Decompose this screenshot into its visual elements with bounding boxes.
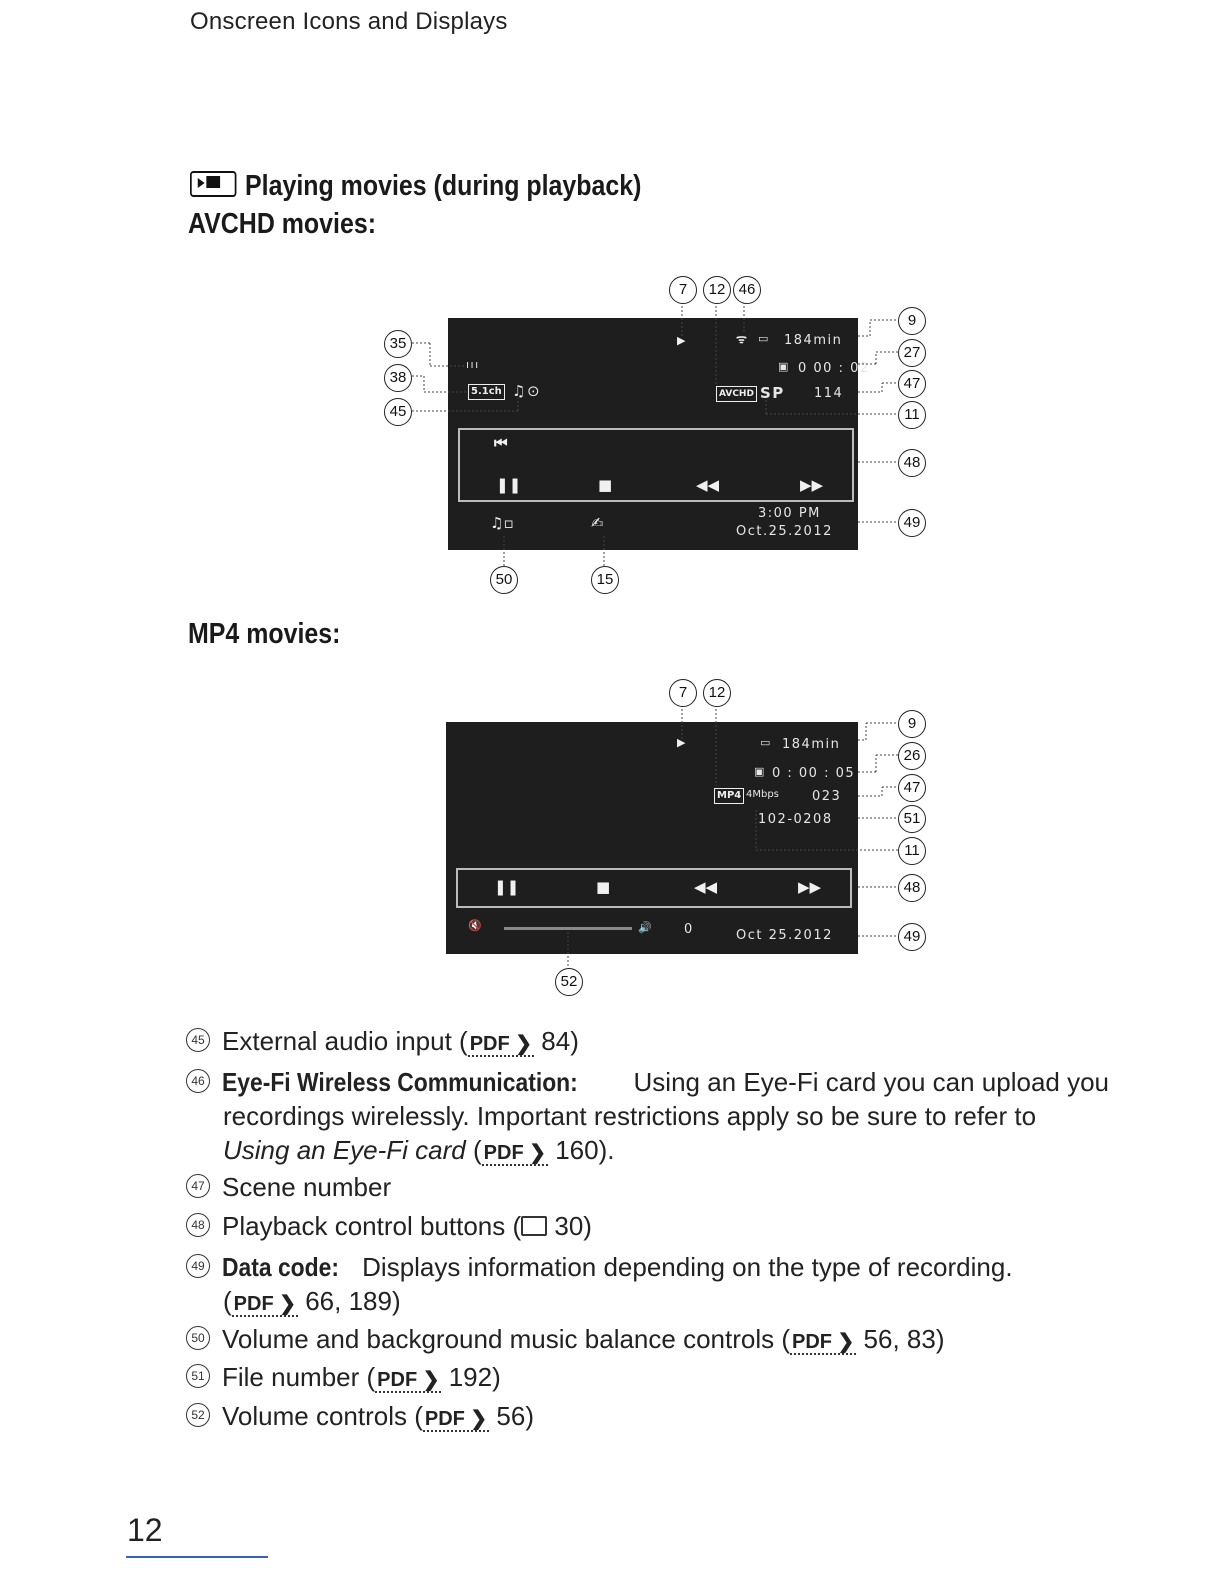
section-title-text: Playing movies (during playback): [245, 170, 642, 202]
legend-item-50: [186, 1322, 945, 1359]
callout-11: 11: [898, 837, 926, 865]
mp4-heading: MP4 movies:: [188, 618, 341, 650]
callout-45: 45: [384, 398, 412, 426]
rewind-button[interactable]: ◀◀: [696, 476, 720, 494]
pdf-ref-label: PDF: [792, 1331, 832, 1353]
callout-51: 51: [898, 805, 926, 833]
recording-date: Oct.25.2012: [736, 524, 833, 539]
callout-27: 27: [898, 339, 926, 367]
callout-15: 15: [591, 566, 619, 594]
eye-fi-icon: ᯤ: [736, 332, 747, 346]
avchd-heading: AVCHD movies:: [188, 208, 377, 240]
mp4-format-badge: MP4: [714, 788, 744, 804]
remaining-time: 184min: [784, 333, 843, 348]
callout-35: 35: [384, 330, 412, 358]
pause-button[interactable]: ❚❚: [496, 476, 522, 494]
remaining-time: 184min: [782, 737, 841, 752]
item-number: 49: [186, 1254, 210, 1278]
item-number: 46: [186, 1069, 210, 1093]
callout-7: 7: [669, 276, 697, 304]
volume-icon: 🔊: [638, 921, 654, 934]
item-text: External audio input (: [222, 1026, 468, 1056]
item-term: Data code:: [222, 1252, 339, 1282]
music-balance-icon[interactable]: ♫▫: [490, 514, 514, 532]
callout-49: 49: [898, 509, 926, 537]
item-number: 48: [186, 1213, 210, 1237]
legend-item-45: [186, 1024, 579, 1061]
external-audio-icon: ♫⊙: [512, 382, 542, 400]
card-icon: ▣: [754, 765, 766, 778]
battery-icon: ▭: [760, 736, 772, 749]
callout-26: 26: [898, 742, 926, 770]
audio-channel-badge: 5.1ch: [468, 384, 505, 400]
pdf-ref-label: PDF: [233, 1293, 274, 1315]
playback-time: 0 : 00 : 05: [772, 766, 856, 781]
item-page-ref: 30): [547, 1211, 592, 1241]
pdf-ref-label: PDF: [483, 1142, 524, 1164]
stop-button[interactable]: ■: [598, 476, 613, 494]
legend-item-47: [186, 1170, 391, 1204]
page-number-underline: [126, 1556, 268, 1558]
skip-back-button[interactable]: ⏮: [494, 434, 508, 452]
callout-47: 47: [898, 370, 926, 398]
legend-item-52: [186, 1399, 534, 1436]
item-number: 52: [186, 1403, 210, 1427]
rewind-button[interactable]: ◀◀: [694, 878, 718, 896]
pdf-reference-icon[interactable]: PDF ❯: [377, 1369, 440, 1391]
volume-off-icon[interactable]: 🔇: [468, 919, 484, 932]
time-of-day: 3:00 PM: [758, 506, 821, 521]
item-italic-ref: Using an Eye-Fi card: [223, 1135, 466, 1165]
scene-number: 023: [812, 789, 842, 804]
file-number: 102-0208: [758, 812, 833, 827]
callout-52: 52: [555, 968, 583, 996]
item-page-ref: 66, 189): [298, 1286, 401, 1316]
play-indicator-icon: ▶: [677, 334, 686, 347]
item-number: 50: [186, 1326, 210, 1350]
item-text: Volume and background music balance controls (: [222, 1324, 790, 1354]
pdf-ref-label: PDF: [377, 1369, 418, 1391]
item-text: Volume controls (: [222, 1401, 423, 1431]
tape-icon: ııı: [466, 358, 480, 371]
item-text-line2: recordings wirelessly. Important restrictions apply so be sure to refer to: [223, 1101, 1037, 1131]
item-text: Displays information depending on the type of recording.: [354, 1252, 1013, 1282]
callout-9: 9: [898, 710, 926, 738]
volume-value: 0: [684, 922, 694, 937]
callout-48: 48: [898, 874, 926, 902]
legend-item-48: [186, 1209, 592, 1243]
item-text: File number (: [222, 1362, 376, 1392]
avchd-format-badge: AVCHD: [716, 386, 757, 402]
scene-number: 114: [814, 386, 844, 401]
legend-item-46: [186, 1065, 1116, 1170]
book-icon: [521, 1216, 547, 1236]
item-text: Playback control buttons (: [222, 1211, 522, 1241]
pause-button[interactable]: ❚❚: [494, 878, 520, 896]
callout-47: 47: [898, 774, 926, 802]
decoration-icon[interactable]: ✍: [591, 514, 604, 532]
running-header: Onscreen Icons and Displays: [190, 8, 508, 35]
item-paren: (: [465, 1135, 482, 1165]
play-indicator-icon: ▶: [677, 736, 686, 749]
callout-50: 50: [490, 566, 518, 594]
item-number: 51: [186, 1364, 210, 1388]
page-number: 12: [127, 1512, 163, 1548]
callout-46: 46: [733, 276, 761, 304]
item-page-ref: 160).: [547, 1135, 615, 1165]
callout-12: 12: [703, 679, 731, 707]
pdf-reference-icon[interactable]: PDF ❯: [424, 1408, 488, 1430]
item-number: 47: [186, 1174, 210, 1198]
item-number: 45: [186, 1028, 210, 1052]
legend-item-51: [186, 1360, 501, 1397]
recording-mode: SP: [760, 384, 785, 402]
item-paren: (: [223, 1286, 232, 1316]
pdf-reference-icon[interactable]: PDF ❯: [233, 1293, 296, 1315]
fast-forward-button[interactable]: ▶▶: [798, 878, 822, 896]
item-page-ref: 192): [441, 1362, 501, 1392]
card-icon: ▣: [778, 360, 790, 373]
pdf-reference-icon[interactable]: PDF ❯: [469, 1033, 533, 1055]
stop-button[interactable]: ■: [596, 878, 611, 896]
pdf-ref-label: PDF: [424, 1408, 465, 1430]
callout-11: 11: [898, 401, 926, 429]
item-text: Using an Eye-Fi card you can upload you: [626, 1067, 1110, 1097]
pdf-reference-icon[interactable]: PDF ❯: [483, 1142, 546, 1164]
callout-7: 7: [669, 679, 697, 707]
legend-item-49: [186, 1250, 1116, 1321]
item-term: Eye-Fi Wireless Communication:: [222, 1067, 578, 1097]
recording-date: Oct 25.2012: [736, 928, 833, 943]
callout-48: 48: [898, 449, 926, 477]
item-text: Scene number: [222, 1172, 392, 1202]
callout-38: 38: [384, 364, 412, 392]
callout-12: 12: [703, 276, 731, 304]
fast-forward-button[interactable]: ▶▶: [800, 476, 824, 494]
playback-time: 0 00 : 02: [798, 361, 870, 376]
item-page-ref: 56, 83): [856, 1324, 945, 1354]
battery-icon: ▭: [758, 332, 770, 345]
callout-49: 49: [898, 923, 926, 951]
item-page-ref: 56): [489, 1401, 535, 1431]
callout-9: 9: [898, 307, 926, 335]
item-page-ref: 84): [534, 1026, 579, 1056]
pdf-ref-label: PDF: [469, 1033, 510, 1055]
bitrate: 4Mbps: [746, 789, 779, 800]
pdf-reference-icon[interactable]: PDF ❯: [792, 1331, 855, 1353]
